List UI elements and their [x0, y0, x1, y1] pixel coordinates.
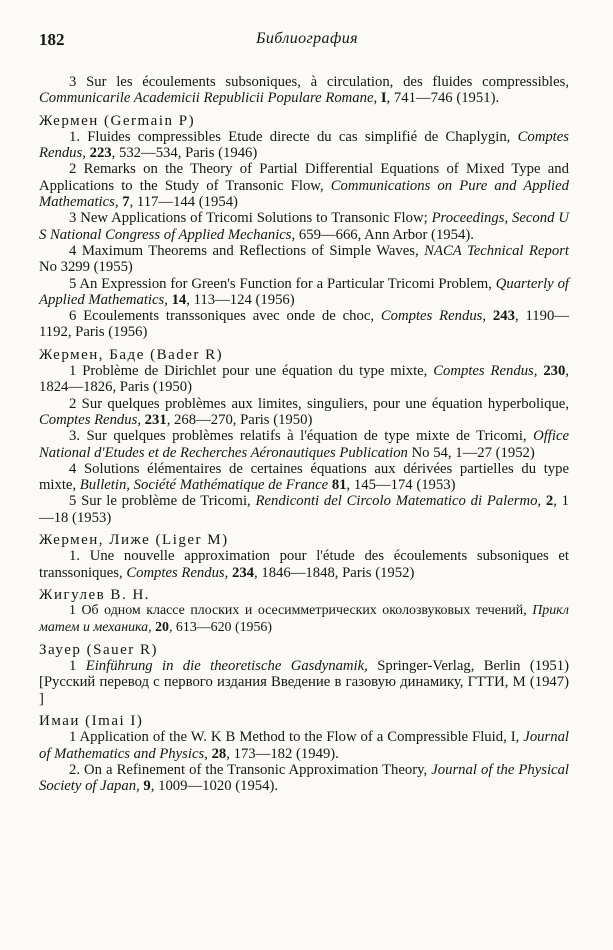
- author-heading: Жигулев В. Н.: [39, 586, 151, 603]
- reference-continued: [39, 74, 569, 107]
- volume-number: 234: [231, 564, 255, 581]
- author-heading: Жермен, Баде (Bader R): [39, 346, 224, 363]
- reference-text: , 117—144 (1954): [129, 194, 238, 211]
- reference-text: 2. On a Refinement of the Transonic Approximation Theory,: [69, 761, 432, 778]
- reference-entry: [39, 129, 569, 162]
- volume-number: 231: [144, 411, 167, 428]
- reference-entry: [39, 243, 569, 276]
- reference-text: 1: [69, 658, 86, 675]
- volume-number: 7: [122, 194, 130, 211]
- reference-entry: [39, 461, 569, 494]
- reference-entry: [39, 729, 569, 762]
- reference-text: , 532—534, Paris (1946): [111, 145, 258, 162]
- reference-text: , 1009—1020 (1954).: [150, 778, 279, 795]
- reference-text: 2 Sur quelques problèmes aux limites, singuliers, pour une équation hyperbolique,: [69, 395, 569, 412]
- author-heading: Жермен (Germain P): [39, 112, 196, 129]
- reference-entry: [39, 308, 569, 341]
- running-title: Библиография: [256, 30, 358, 47]
- source-title: Communications on Pure and Applied Mathematics,: [39, 177, 569, 211]
- reference-text: 3 Sur les écoulements subsoniques, à circulation, des fluides compressibles,: [69, 74, 569, 90]
- volume-number: 243: [492, 308, 515, 325]
- author-heading: Зауер (Sauer R): [39, 641, 159, 658]
- reference-text: 1 Application of the W. K B Method to the Flow of a Compressible Fluid, I,: [69, 729, 524, 746]
- source-title: Rendiconti del Circolo Matematico di Palermo,: [255, 493, 542, 510]
- reference-text: No 54, 1—27 (1952): [407, 444, 535, 461]
- reference-entry: [39, 603, 569, 636]
- source-title: NACA Technical Report: [424, 242, 569, 259]
- volume-number: 230: [543, 363, 566, 380]
- reference-entry: [39, 658, 569, 707]
- reference-text: 2 Remarks on the Theory of Partial Differential Equations of Mixed Type and Applications to the Study of Transonic Flow,: [39, 161, 569, 194]
- reference-text: [486, 308, 493, 324]
- reference-entry: [39, 762, 569, 795]
- reference-text: , 173—182 (1949).: [226, 745, 339, 762]
- reference-text: No 3299 (1955): [39, 259, 133, 276]
- reference-text: Springer-Verlag, Berlin (1951) [Русский перевод с первого издания Введение в газовую динамику, ГТТИ, М (1947) ]: [39, 658, 569, 707]
- reference-text: 3. Sur quelques problèmes relatifs à l'équation de type mixte de Tricomi,: [69, 428, 534, 445]
- volume-number: 2: [545, 493, 554, 510]
- source-title: Comptes Rendus,: [433, 363, 538, 380]
- volume-number: 81: [331, 477, 347, 494]
- reference-text: 1 Об одном классе плоских и осесимметрических околозвуковых течений,: [69, 603, 533, 619]
- reference-text: 1. Une nouvelle approximation pour l'étude des écoulements subsoniques et transsoniques,: [39, 548, 569, 581]
- reference-text: , 145—174 (1953): [346, 477, 456, 494]
- reference-entry: [39, 548, 569, 581]
- page-header: [39, 30, 575, 52]
- volume-number: I: [377, 90, 387, 107]
- reference-entry: [39, 363, 569, 396]
- reference-entry: [39, 493, 569, 526]
- reference-text: 659—666, Ann Arbor (1954).: [295, 226, 474, 243]
- reference-text: , 1824—1826, Paris (1950): [39, 363, 570, 396]
- volume-number: 9: [143, 778, 151, 795]
- reference-entry: [39, 210, 569, 243]
- source-title: Comptes Rendus,: [126, 564, 229, 581]
- source-title: Communicarile Academicii Republicii Populare Romane,: [39, 90, 378, 107]
- source-title: Office National d'Etudes et de Recherches Aéronautiques Publication: [39, 428, 569, 461]
- reference-entry: [39, 161, 569, 210]
- reference-text: 5 An Expression for Green's Function for a Particular Tricomi Problem,: [69, 275, 496, 292]
- reference-text: , 1846—1848, Paris (1952): [254, 564, 415, 581]
- source-title: Comptes Rendus,: [380, 308, 487, 325]
- page-number: 182: [39, 30, 65, 49]
- source-title: Comptes Rendus,: [39, 128, 569, 162]
- source-title: Bulletin, Société Mathématique de France: [79, 477, 329, 494]
- source-title: Journal of the Physical Society of Japan,: [39, 761, 569, 795]
- reference-entry: [39, 428, 569, 461]
- reference-text: , 1190—1192, Paris (1956): [39, 308, 569, 341]
- source-title: Einführung in die theoretische Gasdynamik,: [85, 658, 368, 675]
- reference-text: 6 Ecoulements transsoniques avec onde de choc,: [69, 308, 381, 325]
- reference-text: 5 Sur le problème de Tricomi,: [69, 493, 256, 510]
- bibliography-list: [39, 74, 569, 794]
- source-title: Прикл матем и механика,: [39, 603, 569, 635]
- volume-number: 14: [171, 291, 187, 308]
- reference-entry: [39, 396, 569, 429]
- reference-text: , 268—270, Paris (1950): [166, 411, 313, 428]
- reference-entry: [39, 276, 569, 309]
- reference-text: , 741—746 (1951).: [386, 90, 500, 107]
- reference-text: 1 Problème de Dirichlet pour une équation du type mixte,: [69, 363, 434, 380]
- reference-text: 4 Maximum Theorems and Reflections of Simple Waves,: [69, 242, 425, 259]
- reference-text: , 1—18 (1953): [39, 493, 570, 526]
- author-heading: Жермен, Лиже (Liger M): [39, 532, 229, 549]
- reference-text: 1. Fluides compressibles Etude directe du cas simplifié de Chaplygin,: [69, 128, 518, 145]
- source-title: Journal of Mathematics and Physics,: [39, 729, 569, 762]
- reference-text: 3 New Applications of Tricomi Solutions to Transonic Flow;: [69, 210, 432, 227]
- volume-number: 223: [89, 145, 112, 162]
- source-title: Quarterly of Applied Mathematics,: [39, 275, 569, 308]
- source-title: Comptes Rendus,: [39, 411, 141, 428]
- volume-number: 28: [211, 745, 227, 762]
- reference-text: , 113—124 (1956): [186, 291, 295, 308]
- author-heading: Имаи (Imai I): [39, 712, 144, 729]
- reference-text: 4 Solutions élémentaires de certaines équations aux dérivées partielles du type mixte,: [39, 460, 569, 494]
- source-title: Proceedings, Second U S National Congress of Applied Mechanics,: [39, 210, 569, 243]
- reference-text: , 613—620 (1956): [168, 619, 272, 635]
- volume-number: 20: [155, 619, 169, 635]
